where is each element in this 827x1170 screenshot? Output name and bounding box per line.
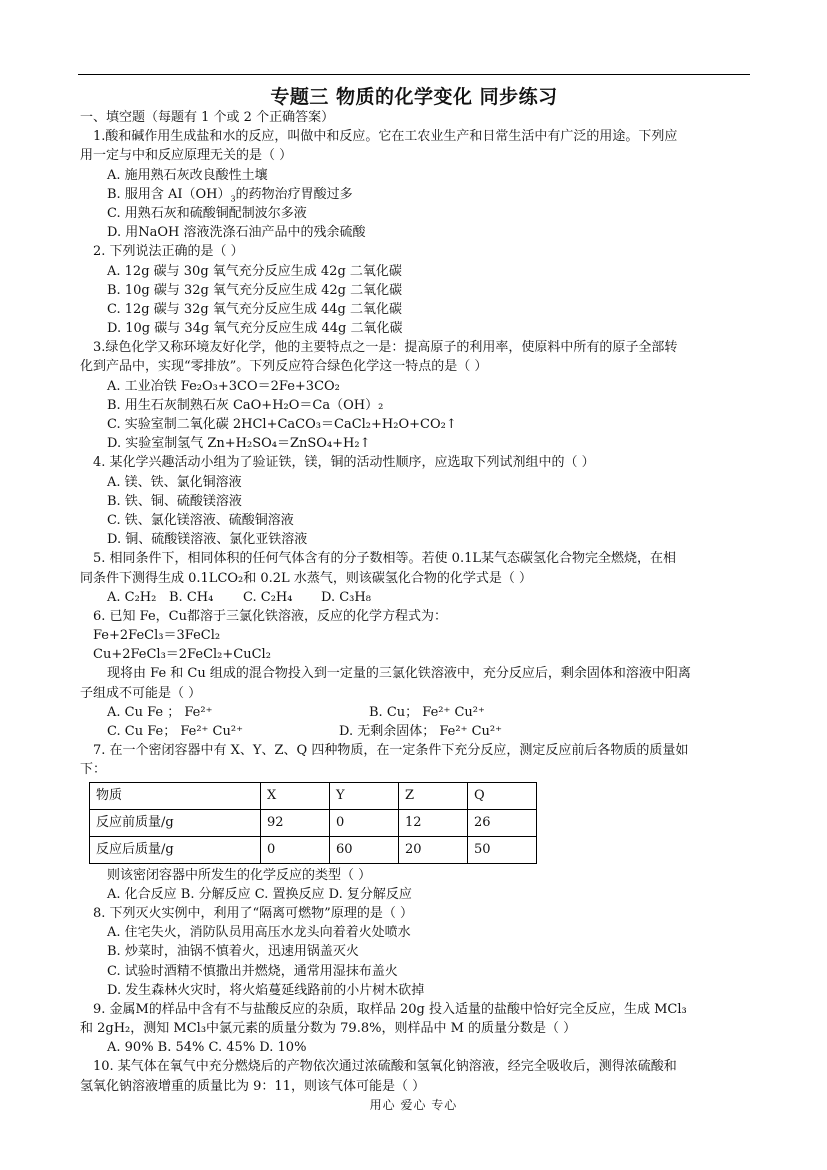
table-header-cell: Z [399, 782, 468, 809]
q1-option-b-pre: B. 服用含 AI（OH） [107, 186, 231, 202]
q9-stem-line1: 9. 金属M的样品中含有不与盐酸反应的杂质，取样品 20g 投入适量的盐酸中恰好完全反应，生成 MCl₃ [93, 1001, 687, 1017]
table-header-cell: Y [330, 782, 399, 809]
q6-equation-1: Fe+2FeCl₃＝3FeCl₂ [93, 628, 221, 644]
q2-option-d: D. 10g 碳与 34g 氧气充分反应生成 44g 二氧化碳 [107, 321, 403, 337]
q4-option-d: D. 铜、硫酸镁溶液、氯化亚铁溶液 [107, 532, 308, 548]
mass-table [89, 782, 537, 864]
q6-options-row2 [80, 722, 750, 741]
table-row [90, 836, 537, 863]
header-rule [78, 74, 750, 75]
q8-option-c: C. 试验时酒精不慎撒出并燃烧，通常用湿抹布盖火 [107, 963, 398, 979]
q6-equation-2: Cu+2FeCl₃＝2FeCl₂+CuCl₂ [93, 647, 271, 663]
q4-option-b: B. 铁、铜、硫酸镁溶液 [107, 493, 242, 509]
table-header-cell: X [261, 782, 330, 809]
q3-stem-line1: 3.绿色化学又称环境友好化学，他的主要特点之一是：提高原子的利用率，使原料中所有的原子全部转 [93, 340, 678, 356]
q2-stem: 2. 下列说法正确的是（ ） [93, 244, 244, 260]
table-cell: 反应后质量/g [90, 836, 261, 863]
q6-options-row1 [80, 703, 750, 722]
q4-option-c: C. 铁、氯化镁溶液、硫酸铜溶液 [107, 512, 294, 528]
table-cell: 12 [399, 809, 468, 836]
q3-option-a: A. 工业冶铁 Fe₂O₃+3CO＝2Fe+3CO₂ [107, 378, 340, 394]
q5-option-c: C. C₂H₄ [243, 589, 293, 605]
q7-stem-line2: 下： [80, 762, 107, 778]
document-title: 专题三 物质的化学变化 同步练习 [270, 86, 558, 108]
table-cell: 60 [330, 836, 399, 863]
table-cell: 92 [261, 809, 330, 836]
q2-option-b: B. 10g 碳与 32g 氧气充分反应生成 42g 二氧化碳 [107, 282, 403, 298]
q8-option-a: A. 住宅失火，消防队员用高压水龙头向着着火处喷水 [107, 925, 411, 941]
q7-options: A. 化合反应 B. 分解反应 C. 置换反应 D. 复分解反应 [107, 886, 412, 902]
q5-stem-line2: 同条件下测得生成 0.1LCO₂和 0.2L 水蒸气，则该碳氢化合物的化学式是（ ） [80, 570, 532, 586]
table-cell: 50 [468, 836, 537, 863]
q5-option-d: D. C₃H₈ [321, 589, 371, 605]
table-cell: 26 [468, 809, 537, 836]
q6-stem-line3: 子组成不可能是（ ） [80, 685, 202, 701]
q5-option-b: B. CH₄ [169, 589, 214, 605]
q10-stem-line2: 氢氧化钠溶液增重的质量比为 9：11，则该气体可能是（ ） [80, 1078, 426, 1094]
q1-option-b-sub: 3 [230, 194, 236, 204]
q1-option-c: C. 用熟石灰和硫酸铜配制波尔多液 [107, 205, 307, 221]
q6-stem-line2: 现将由 Fe 和 Cu 组成的混合物投入到一定量的三氯化铁溶液中，充分反应后，剩余固体和溶液中阳离 [107, 666, 691, 682]
q7-stem-line3: 则该密闭容器中所发生的化学反应的类型（ ） [107, 867, 372, 883]
q1-option-d: D. 用NaOH 溶液洗涤石油产品中的残余硫酸 [107, 225, 366, 241]
q1-stem-line2: 用一定与中和反应原理无关的是（ ） [80, 148, 293, 164]
worksheet-body [80, 108, 750, 1096]
q9-stem-line2: 和 2gH₂，测知 MCl₃中氯元素的质量分数为 79.8%，则样品中 M 的质量分数是（ ） [80, 1021, 577, 1037]
table-cell: 0 [261, 836, 330, 863]
table-cell: 0 [330, 809, 399, 836]
q8-option-d: D. 发生森林火灾时，将火焰蔓延线路前的小片树木砍掉 [107, 982, 425, 998]
q2-option-a: A. 12g 碳与 30g 氧气充分反应生成 42g 二氧化碳 [107, 263, 402, 279]
q4-stem: 4. 某化学兴趣活动小组为了验证铁，镁，铜的活动性顺序，应选取下列试剂组中的（ ） [93, 455, 595, 471]
page-footer: 用心 爱心 专心 [369, 1098, 458, 1112]
q1-stem-line1: 1.酸和碱作用生成盐和水的反应，叫做中和反应。它在工农业生产和日常生活中有广泛的用途。下列应 [93, 129, 678, 145]
q3-option-b: B. 用生石灰制熟石灰 CaO+H₂O＝Ca（OH）₂ [107, 397, 384, 413]
q8-stem: 8. 下列灭火实例中，利用了“隔离可燃物”原理的是（ ） [93, 905, 413, 921]
table-cell: 反应前质量/g [90, 809, 261, 836]
q1-option-a: A. 施用熟石灰改良酸性土壤 [107, 167, 268, 183]
table-header-cell: 物质 [90, 782, 261, 809]
q8-option-b: B. 炒菜时，油锅不慎着火，迅速用锅盖灭火 [107, 944, 359, 960]
q3-option-d: D. 实验室制氢气 Zn+H₂SO₄＝ZnSO₄+H₂↑ [107, 436, 371, 452]
q2-option-c: C. 12g 碳与 32g 氧气充分反应生成 44g 二氧化碳 [107, 301, 403, 317]
q6-option-a: A. Cu Fe ； Fe²⁺ [107, 704, 213, 720]
q1-option-b-post: 的药物治疗胃酸过多 [235, 186, 353, 202]
q3-option-c: C. 实验室制二氧化碳 2HCl+CaCO₃＝CaCl₂+H₂O+CO₂↑ [107, 417, 457, 432]
q4-option-a: A. 镁、铁、氯化铜溶液 [107, 474, 242, 490]
q6-option-d: D. 无剩余固体； Fe²⁺ Cu²⁺ [339, 724, 502, 739]
q5-stem-line1: 5. 相同条件下，相同体积的任何气体含有的分子数相等。若使 0.1L某气态碳氢化合物完全燃烧，在相 [93, 551, 676, 567]
q6-option-b: B. Cu； Fe²⁺ Cu²⁺ [369, 704, 485, 720]
q7-stem-line1: 7. 在一个密闭容器中有 X、Y、Z、Q 四种物质，在一定条件下充分反应，测定反应前后各物质的质量如 [93, 743, 689, 759]
table-header-cell: Q [468, 782, 537, 809]
q5-option-a: A. C₂H₂ [107, 589, 157, 605]
q6-stem: 6. 已知 Fe，Cu都溶于三氯化铁溶液，反应的化学方程式为： [93, 608, 447, 624]
q5-options [80, 588, 750, 607]
table-header-row [90, 782, 537, 809]
table-cell: 20 [399, 836, 468, 863]
q6-option-c: C. Cu Fe； Fe²⁺ Cu²⁺ [107, 724, 243, 739]
section-heading: 一、填空题（每题有 1 个或 2 个正确答案） [80, 110, 335, 125]
q10-stem-line1: 10. 某气体在氧气中充分燃烧后的产物依次通过浓硫酸和氢氧化钠溶液，经完全吸收后，测得浓硫酸和 [93, 1059, 677, 1075]
q9-options: A. 90% B. 54% C. 45% D. 10% [107, 1040, 307, 1056]
table-row [90, 809, 537, 836]
q3-stem-line2: 化到产品中，实现“零排放”。下列反应符合绿色化学这一特点的是（ ） [80, 359, 488, 375]
q1-option-b [80, 185, 750, 204]
